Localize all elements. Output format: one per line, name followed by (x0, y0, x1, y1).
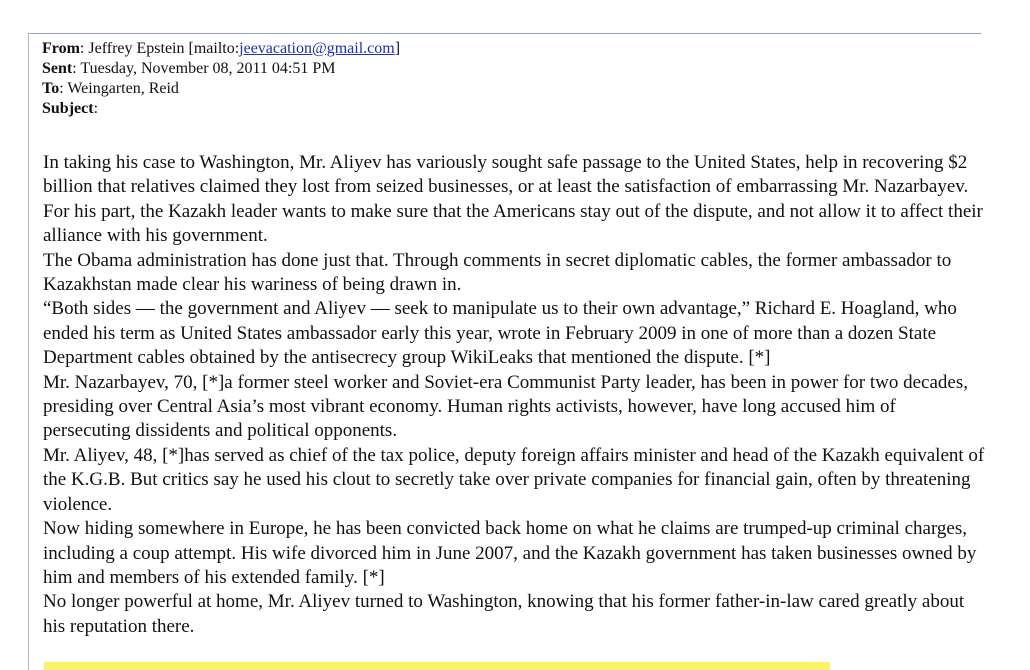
body-paragraph: Mr. Aliyev, 48, [*]has served as chief of the tax police, deputy foreign affairs minister and head of the Kazakh equivalent of the K.G.B. But critics say he used his clout to secretly take over private companies for financial gain, often by threatening violence. (43, 444, 985, 515)
email-body (43, 151, 988, 639)
from-name: Jeffrey Epstein [mailto: (88, 40, 240, 57)
email-header (42, 39, 400, 119)
body-paragraph: Mr. Nazarbayev, 70, [*]a former steel worker and Soviet-era Communist Party leader, has been in power for two decades, presiding over Central Asia’s most vibrant economy. Human rights activists, however, have long accused him of persecuting dissidents and political opponents. (43, 371, 968, 442)
sent-label: Sent (42, 60, 73, 77)
to-value: Weingarten, Reid (67, 80, 179, 97)
from-line: From: Jeffrey Epstein [mailto:jeevacation@gmail.com] (42, 40, 401, 57)
to-label: To (42, 80, 60, 97)
from-close-bracket: ] (394, 40, 401, 57)
body-paragraph: The Obama administration has done just that. Through comments in secret diplomatic cables, the former ambassador to Kazakhstan made clear his wariness of being drawn in. (43, 249, 952, 296)
sent-value: Tuesday, November 08, 2011 04:51 PM (80, 60, 336, 77)
body-paragraph: In taking his case to Washington, Mr. Aliyev has variously sought safe passage to the United States, help in recovering $2 billion that relatives claimed they lost from seized businesses, or at least the satisfaction of embarrassing Mr. Nazarbayev. For his part, the Kazakh leader wants to make sure that the Americans stay out of the dispute, and not allow it to affect their alliance with his government. (43, 152, 983, 247)
subject-line: Subject: (42, 100, 99, 117)
sent-line: Sent: Tuesday, November 08, 2011 04:51 PM (42, 60, 336, 77)
subject-label: Subject (42, 100, 94, 117)
body-paragraph: No longer powerful at home, Mr. Aliyev turned to Washington, knowing that his former father-in-law cared greatly about his reputation there. (43, 591, 965, 637)
body-paragraph: Now hiding somewhere in Europe, he has been convicted back home on what he claims are trumped-up criminal charges, including a coup attempt. His wife divorced him in June 2007, and the Kazakh government has taken businesses owned by him and members of his extended family. [*] (43, 518, 977, 588)
from-label: From (42, 40, 80, 57)
email-top-rule (28, 33, 981, 34)
highlighted-text-strip (44, 662, 830, 670)
body-paragraph: “Both sides — the government and Aliyev — seek to manipulate us to their own advantage,” Richard E. Hoagland, who ended his term as United States ambassador early this year, wrote in February 2009 in one of more than a dozen State Department cables obtained by the antisecrecy group WikiLeaks that mentioned the dispute. [*] (43, 298, 957, 369)
to-line: To: Weingarten, Reid (42, 80, 179, 97)
email-left-rule (28, 33, 29, 670)
from-email-link[interactable]: jeevacation@gmail.com (239, 40, 395, 57)
